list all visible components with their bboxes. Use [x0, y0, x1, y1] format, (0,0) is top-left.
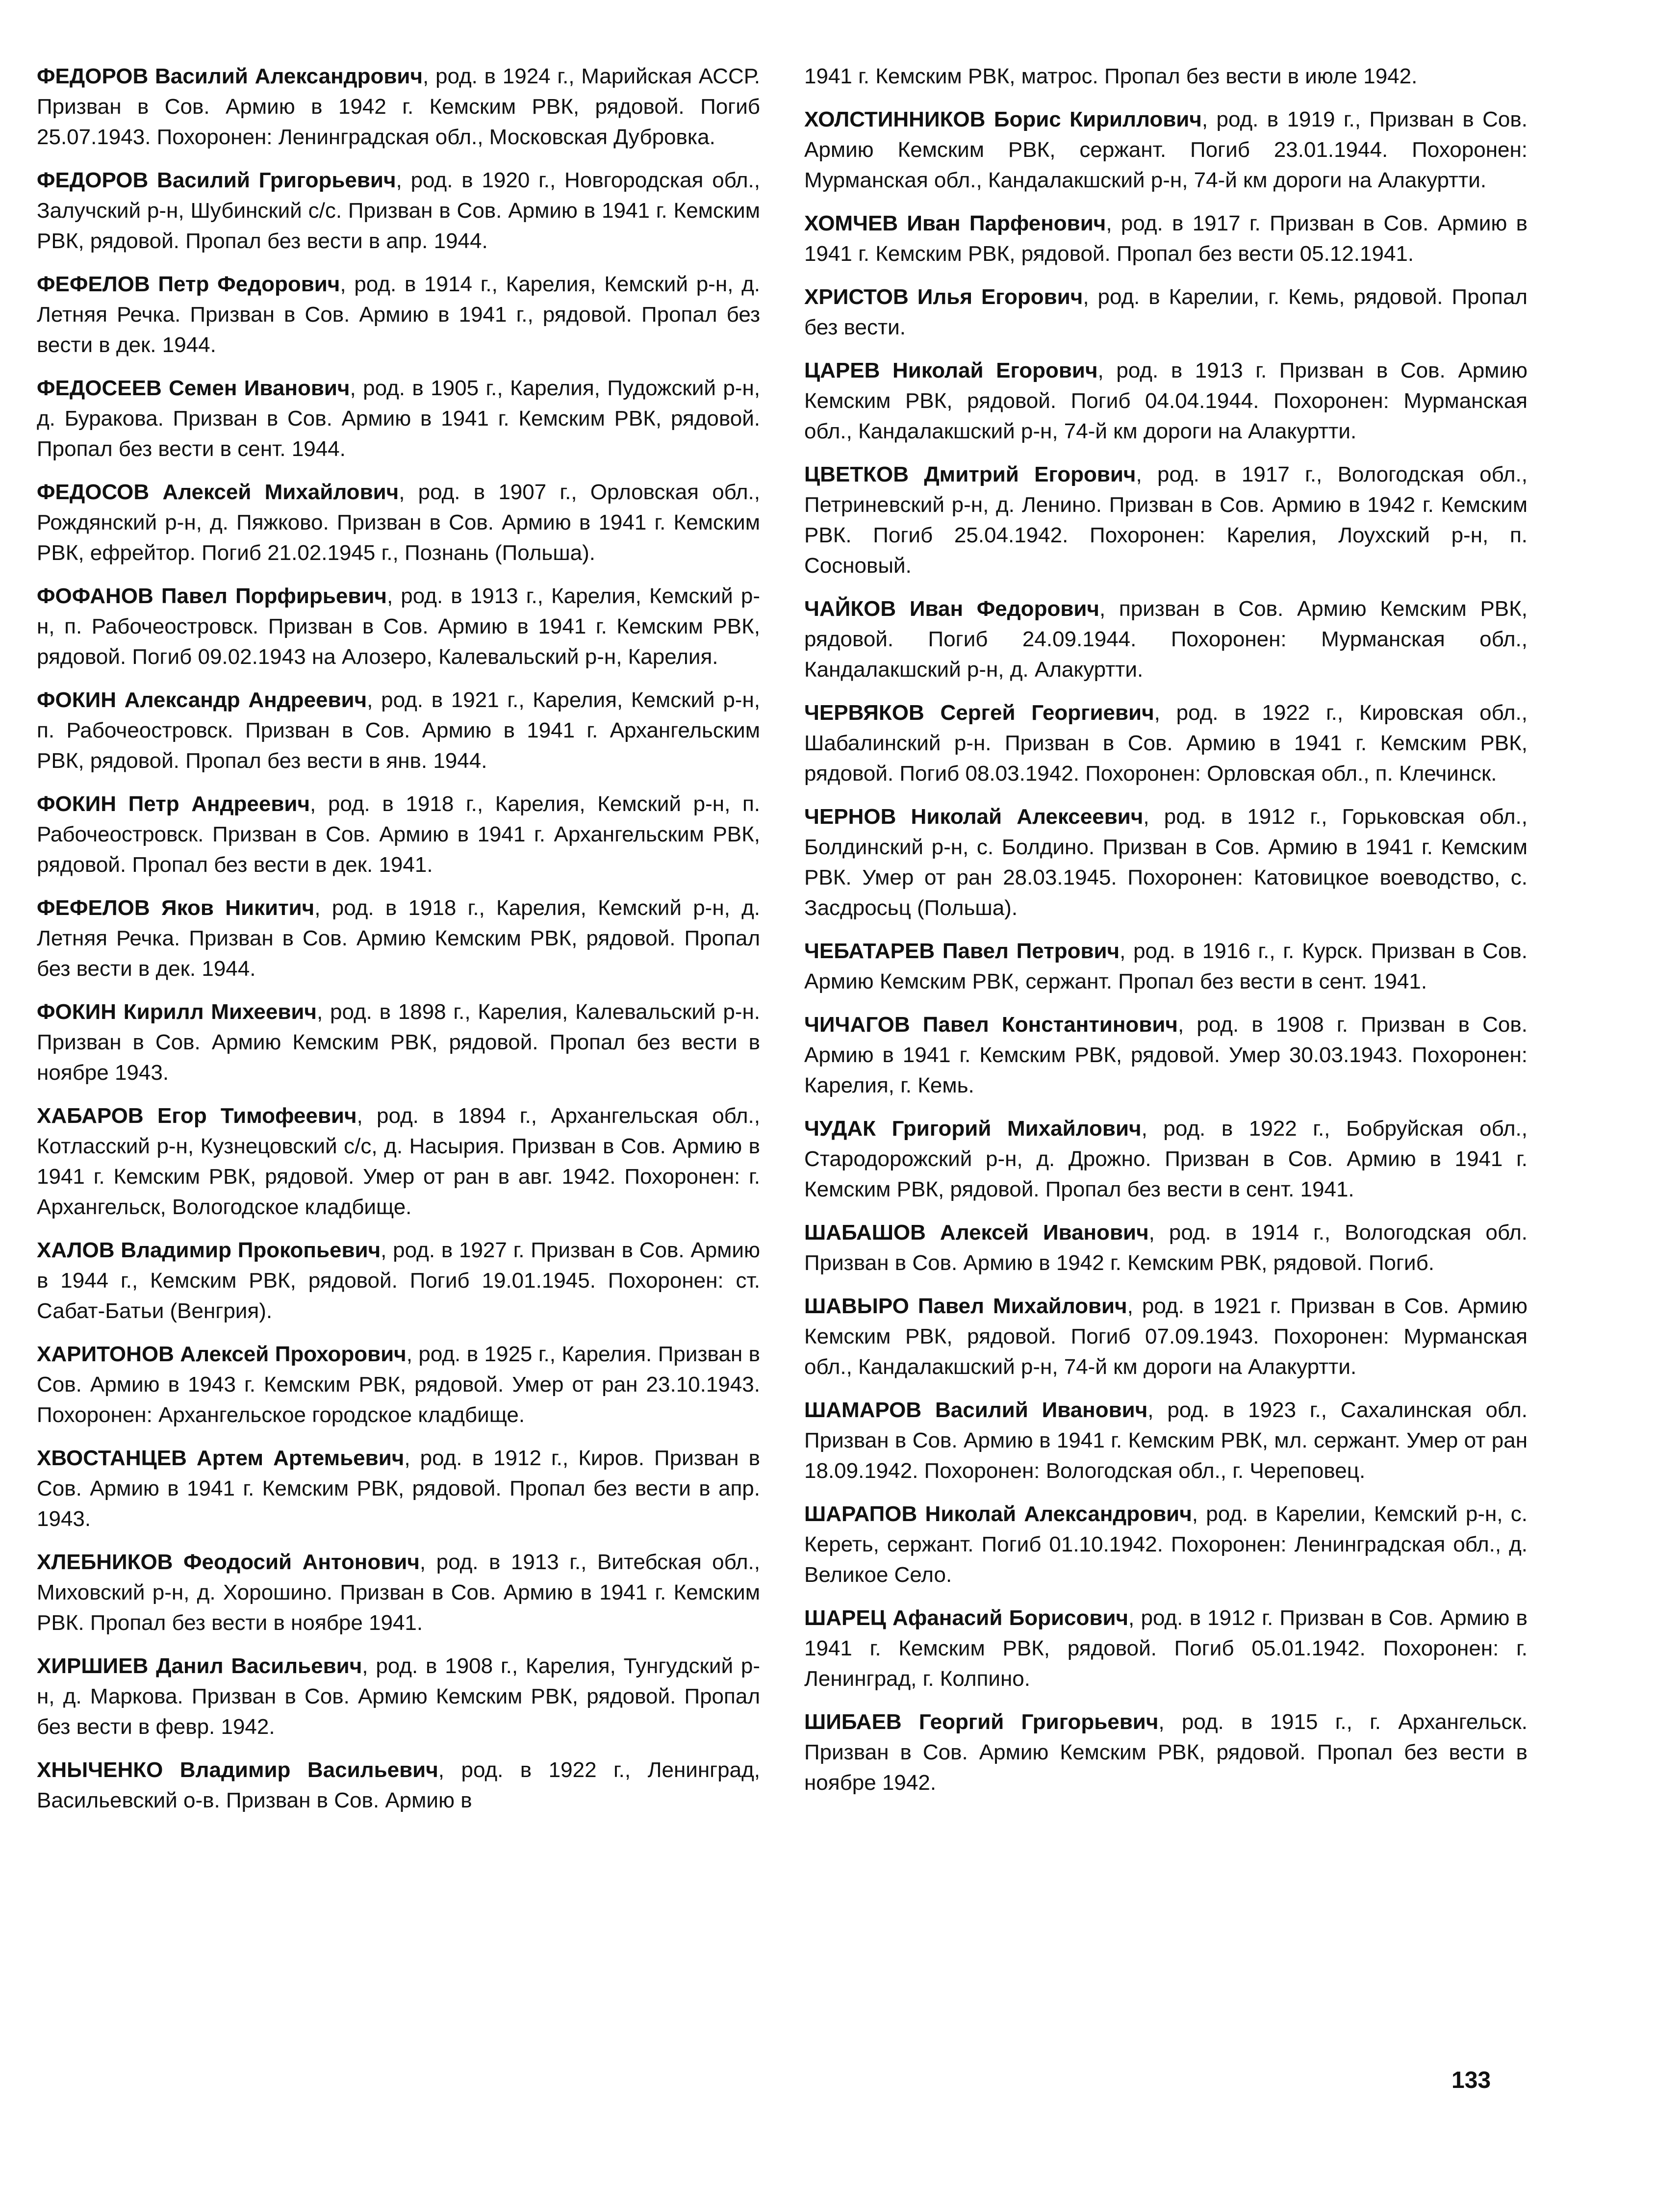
entry [37, 373, 760, 464]
entry [37, 477, 760, 568]
entry-text: , род. в 1908 г. Призван в Сов. Армию в 1941 г. Кемским РВК, рядовой. Умер 30.03.1943. Похоронен: Карелия, г. Кемь. [804, 1013, 1528, 1097]
entry-text: , род. в 1918 г., Карелия, Кемский р-н, д. Летняя Речка. Призван в Сов. Армию Кемским РВК, рядовой. Пропал без вести в дек. 1944. [37, 896, 761, 981]
entry [804, 1291, 1528, 1382]
entry-text: , род. в 1908 г., Карелия, Тунгудский р-н, д. Маркова. Призван в Сов. Армию Кемским РВК, рядовой. Пропал без вести в февр. 1942. [37, 1654, 760, 1739]
entry-text: , род. в 1919 г., Призван в Сов. Армию Кемским РВК, сержант. Погиб 23.01.1944. Похоронен: Мурманская обл., Кандалакшский р-н, 74-й км дороги на Алакуртти. [804, 107, 1528, 192]
entry-name: ФЕДОРОВ Василий Александрович [37, 64, 423, 88]
entry-text: , род. в 1917 г., Вологодская обл., Петриневский р-н, д. Ленино. Призван в Сов. Армию в 1942 г. Кемским РВК. Погиб 25.04.1942. Похоронен: Карелия, Лоухский р-н, п. Сосновый. [804, 462, 1528, 578]
entry-text: , род. в 1921 г., Карелия, Кемский р-н, п. Рабочеостровск. Призван в Сов. Армию в 1941 г. Архангельским РВК, рядовой. Пропал без вести в янв. 1944. [37, 688, 760, 773]
entry-text: , род. в 1894 г., Архангельская обл., Котласский р-н, Кузнецовский с/с, д. Насырия. Призван в Сов. Армию в 1941 г. Кемским РВК, рядовой. Умер от ран в авг. 1942. Похоронен: г. Архангельск, Вологодское кладбище. [37, 1104, 761, 1219]
entry-name: ФЕДОСОВ Алексей Михайлович [37, 480, 399, 504]
entry-text: , призван в Сов. Армию Кемским РВК, рядовой. Погиб 24.09.1944. Похоронен: Мурманская обл., Кандалакшский р-н, д. Алакуртти. [804, 597, 1528, 682]
entry [804, 594, 1528, 685]
entry [804, 1499, 1528, 1590]
entry-text: , род. в 1920 г., Новгородская обл., Залучский р-н, Шубинский с/с. Призван в Сов. Армию в 1941 г. Кемским РВК, рядовой. Пропал без вести в апр. 1944. [37, 168, 761, 253]
entry-name: ФОФАНОВ Павел Порфирьевич [37, 584, 387, 608]
entry-name: ХЛЕБНИКОВ Феодосий Антонович [37, 1550, 420, 1574]
entry-name: ФЕФЕЛОВ Яков Никитич [37, 896, 315, 920]
entry [804, 104, 1528, 196]
entry-name: ФОКИН Александр Андреевич [37, 688, 367, 712]
entry [37, 997, 760, 1088]
entry [804, 1218, 1528, 1278]
entry-name: ШАРЕЦ Афанасий Борисович [804, 1606, 1129, 1630]
page-number: 133 [1451, 2067, 1491, 2093]
entry [804, 936, 1528, 997]
entry-text: , род. в 1913 г., Витебская обл., Миховский р-н, д. Хорошино. Призван в Сов. Армию в 1941 г. Кемским РВК. Пропал без вести в ноябре 1941. [37, 1550, 760, 1635]
entry-continuation: 1941 г. Кемским РВК, матрос. Пропал без вести в июле 1942. [804, 64, 1418, 88]
entry-name: ШАРАПОВ Николай Александрович [804, 1502, 1192, 1526]
entry [804, 356, 1528, 447]
entry [804, 698, 1528, 789]
entry-text: , род. в 1921 г. Призван в Сов. Армию Кемским РВК, рядовой. Погиб 07.09.1943. Похоронен: Мурманская обл., Кандалакшский р-н, 74-й км дороги на Алакуртти. [804, 1294, 1528, 1379]
entry-text: , род. в Карелии, Кемский р-н, с. Кереть, сержант. Погиб 01.10.1942. Похоронен: Ленинградская обл., д. Великое Село. [804, 1502, 1528, 1587]
entry [37, 1339, 760, 1430]
entry [37, 1443, 760, 1534]
entry-text: , род. в 1917 г. Призван в Сов. Армию в 1941 г. Кемским РВК, рядовой. Пропал без вести 05.12.1941. [804, 211, 1528, 266]
entry [804, 1707, 1528, 1798]
entry-name: ФОКИН Петр Андреевич [37, 792, 310, 816]
entry-text: , род. в 1913 г., Карелия, Кемский р-н, п. Рабочеостровск. Призван в Сов. Армию в 1941 г. Кемским РВК, рядовой. Погиб 09.02.1943 на Алозеро, Калевальский р-н, Карелия. [37, 584, 760, 669]
entry-name: ЧЕБАТАРЕВ Павел Петрович [804, 939, 1120, 963]
entry [804, 1395, 1528, 1486]
entry-name: ХОЛСТИННИКОВ Борис Кириллович [804, 107, 1202, 131]
entry-text: , род. в 1914 г., Вологодская обл. Призван в Сов. Армию в 1942 г. Кемским РВК, рядовой. Погиб. [804, 1220, 1528, 1275]
entry-text: , род. в 1922 г., Ленинград, Васильевский о-в. Призван в Сов. Армию в [37, 1758, 761, 1812]
entry-name: ХРИСТОВ Илья Егорович [804, 285, 1083, 309]
entry [37, 1755, 760, 1816]
entry [37, 1101, 760, 1222]
entry [37, 893, 760, 984]
entry-text: , род. в 1916 г., г. Курск. Призван в Сов. Армию Кемским РВК, сержант. Пропал без вести в сент. 1941. [804, 939, 1528, 993]
entry-text: , род. в 1922 г., Бобруйская обл., Стародорожский р-н, д. Дрожно. Призван в Сов. Армию в 1941 г. Кемским РВК, рядовой. Пропал без вести в сент. 1941. [804, 1117, 1528, 1201]
entry-name: ФЕДОСЕЕВ Семен Иванович [37, 376, 350, 400]
right-column [804, 61, 1528, 1811]
entry-name: ФОКИН Кирилл Михеевич [37, 1000, 317, 1024]
entry [804, 1603, 1528, 1694]
entry-name: ХАРИТОНОВ Алексей Прохорович [37, 1342, 407, 1366]
entry-name: ХАЛОВ Владимир Прокопьевич [37, 1238, 381, 1262]
entry [37, 581, 760, 672]
entry-text: , род. в 1913 г. Призван в Сов. Армию Кемским РВК, рядовой. Погиб 04.04.1944. Похоронен: Мурманская обл., Кандалакшский р-н, 74-й км дороги на Алакуртти. [804, 358, 1528, 443]
entry-name: ФЕДОРОВ Василий Григорьевич [37, 168, 396, 192]
entry-text: , род. в 1927 г. Призван в Сов. Армию в 1944 г., Кемским РВК, рядовой. Погиб 19.01.1945. Похоронен: ст. Сабат-Батьи (Венгрия). [37, 1238, 760, 1323]
entry [37, 1235, 760, 1326]
entry-text: , род. в 1924 г., Марийская АССР. Призван в Сов. Армию в 1942 г. Кемским РВК, рядовой. Погиб 25.07.1943. Похоронен: Ленинградская обл., Московская Дубровка. [37, 64, 760, 149]
entry [37, 685, 760, 776]
entry [804, 459, 1528, 581]
entry-name: ХАБАРОВ Егор Тимофеевич [37, 1104, 357, 1128]
entry-text: , род. в 1898 г., Карелия, Калевальский р-н. Призван в Сов. Армию Кемским РВК, рядовой. Пропал без вести в ноябре 1943. [37, 1000, 760, 1085]
entry-text: , род. в 1925 г., Карелия. Призван в Сов. Армию в 1943 г. Кемским РВК, рядовой. Умер от ран 23.10.1943. Похоронен: Архангельское городское кладбище. [37, 1342, 761, 1427]
entry [804, 1010, 1528, 1101]
entry-text: , род. в 1905 г., Карелия, Пудожский р-н, д. Буракова. Призван в Сов. Армию в 1941 г. Кемским РВК, рядовой. Пропал без вести в сент. 1944. [37, 376, 760, 461]
entry-name: ФЕФЕЛОВ Петр Федорович [37, 272, 340, 296]
entry-text: , род. в 1912 г., Киров. Призван в Сов. Армию в 1941 г. Кемским РВК, рядовой. Пропал без вести в апр. 1943. [37, 1446, 760, 1531]
entry [804, 282, 1528, 343]
entry-name: ЦВЕТКОВ Дмитрий Егорович [804, 462, 1136, 486]
entry-text: , род. в 1915 г., г. Архангельск. Призван в Сов. Армию Кемским РВК, рядовой. Пропал без вести в ноябре 1942. [804, 1710, 1528, 1795]
entry-text: , род. в 1918 г., Карелия, Кемский р-н, п. Рабочеостровск. Призван в Сов. Армию в 1941 г. Архангельским РВК, рядовой. Пропал без вести в дек. 1941. [37, 792, 760, 877]
left-column [37, 61, 760, 1829]
entry-name: ХОМЧЕВ Иван Парфенович [804, 211, 1106, 235]
entry-name: ШАБАШОВ Алексей Иванович [804, 1220, 1149, 1245]
entry-name: ЧИЧАГОВ Павел Константинович [804, 1013, 1178, 1037]
entry-name: ЧУДАК Григорий Михайлович [804, 1117, 1142, 1141]
entry-name: ШАВЫРО Павел Михайлович [804, 1294, 1127, 1318]
entry-name: ЧЕРВЯКОВ Сергей Георгиевич [804, 701, 1154, 725]
entry-name: ХВОСТАНЦЕВ Артем Артемьевич [37, 1446, 405, 1470]
entry-name: ХИРШИЕВ Данил Васильевич [37, 1654, 362, 1678]
entry-name: ХНЫЧЕНКО Владимир Васильевич [37, 1758, 438, 1782]
entry [37, 789, 760, 880]
entry-text: , род. в 1907 г., Орловская обл., Рождянский р-н, д. Пяжково. Призван в Сов. Армию в 1941 г. Кемским РВК, ефрейтор. Погиб 21.02.1945 г., Познань (Польша). [37, 480, 761, 565]
entry [37, 165, 760, 256]
entry-text: , род. в Карелии, г. Кемь, рядовой. Пропал без вести. [804, 285, 1528, 339]
entry-text: , род. в 1923 г., Сахалинская обл. Призван в Сов. Армию в 1941 г. Кемским РВК, мл. сержант. Умер от ран 18.09.1942. Похоронен: Вологодская обл., г. Череповец. [804, 1398, 1528, 1483]
entry-text: , род. в 1922 г., Кировская обл., Шабалинский р-н. Призван в Сов. Армию в 1941 г. Кемским РВК, рядовой. Погиб 08.03.1942. Похоронен: Орловская обл., п. Клечинск. [804, 701, 1528, 786]
entry-text: , род. в 1912 г., Горьковская обл., Болдинский р-н, с. Болдино. Призван в Сов. Армию в 1941 г. Кемским РВК. Умер от ран 28.03.1945. Похоронен: Катовицкое воеводство, с. Засдросьц (Польша). [804, 805, 1528, 920]
entry [37, 1547, 760, 1638]
entry-name: ЧАЙКОВ Иван Федорович [804, 597, 1099, 621]
entry-name: ЦАРЕВ Николай Егорович [804, 358, 1098, 382]
entry [37, 61, 760, 153]
entry [37, 1651, 760, 1742]
entry-text: , род. в 1914 г., Карелия, Кемский р-н, д. Летняя Речка. Призван в Сов. Армию в 1941 г., рядовой. Пропал без вести в дек. 1944. [37, 272, 760, 357]
entry [804, 802, 1528, 923]
entry [804, 1114, 1528, 1205]
entry [37, 269, 760, 360]
entry-name: ЧЕРНОВ Николай Алексеевич [804, 805, 1144, 829]
entry-name: ШИБАЕВ Георгий Григорьевич [804, 1710, 1159, 1734]
entry-text: , род. в 1912 г. Призван в Сов. Армию в 1941 г. Кемским РВК, рядовой. Погиб 05.01.1942. Похоронен: г. Ленинград, г. Колпино. [804, 1606, 1528, 1691]
entry [804, 208, 1528, 269]
entry-name: ШАМАРОВ Василий Иванович [804, 1398, 1148, 1422]
